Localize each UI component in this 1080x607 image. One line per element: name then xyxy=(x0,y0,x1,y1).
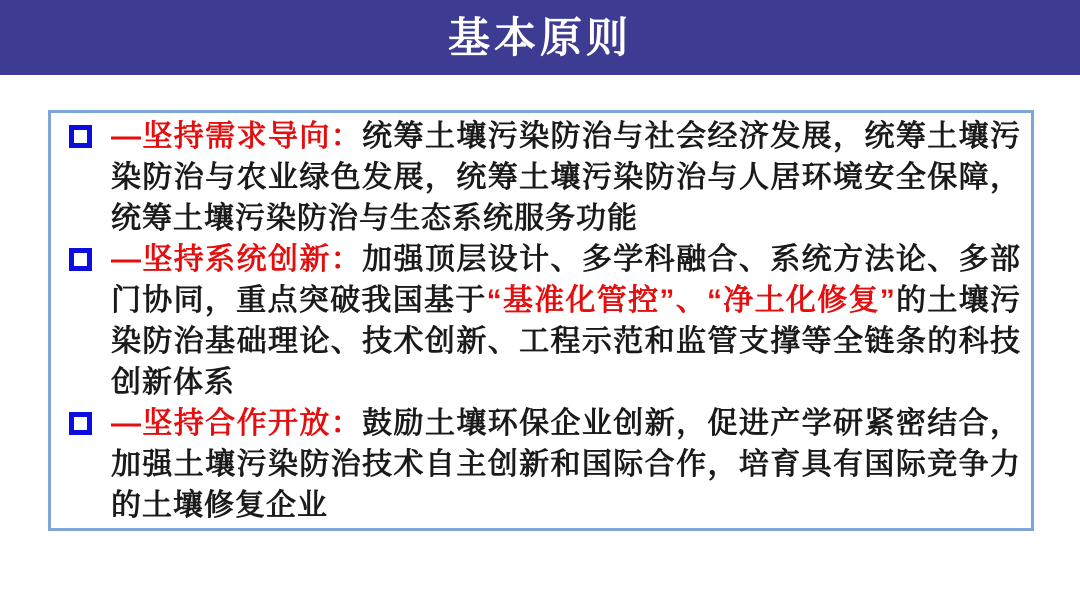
square-bullet-icon xyxy=(69,125,92,148)
square-bullet-icon xyxy=(69,412,92,435)
bullet-text-segment: “基准化管控”、“净土化修复” xyxy=(486,284,896,317)
bullet-lead: —坚持系统创新： xyxy=(111,243,363,276)
bullet-text-segment: 的土壤污染防治基础理论、技术创新、工程示范和监管支撑等全链条的科技创新体系 xyxy=(111,284,1022,399)
bullet-item xyxy=(59,116,1021,239)
slide-title: 基本原则 xyxy=(447,13,632,61)
bullet-list xyxy=(59,116,1021,526)
square-bullet-icon xyxy=(69,248,92,271)
bullet-lead: —坚持合作开放： xyxy=(111,407,363,440)
bullet-lead: —坚持需求导向： xyxy=(111,120,363,153)
bullet-text-segment: 加强顶层设计、多学科融合、系统方法论、多部门协同，重点突破我国基于 xyxy=(111,243,1022,317)
bullet-text-segment: 统筹土壤污染防治与社会经济发展，统筹土壤污染防治与农业绿色发展，统筹土壤污染防治与人居环境安全保障，统筹土壤污染防治与生态系统服务功能 xyxy=(111,120,1022,235)
content-box xyxy=(48,110,1034,531)
bullet-text-segment: 鼓励土壤环保企业创新，促进产学研紧密结合，加强土壤污染防治技术自主创新和国际合作，培育具有国际竞争力的土壤修复企业 xyxy=(111,407,1022,522)
bullet-item xyxy=(59,239,1021,403)
slide-header xyxy=(0,0,1080,75)
bullet-item xyxy=(59,403,1021,526)
